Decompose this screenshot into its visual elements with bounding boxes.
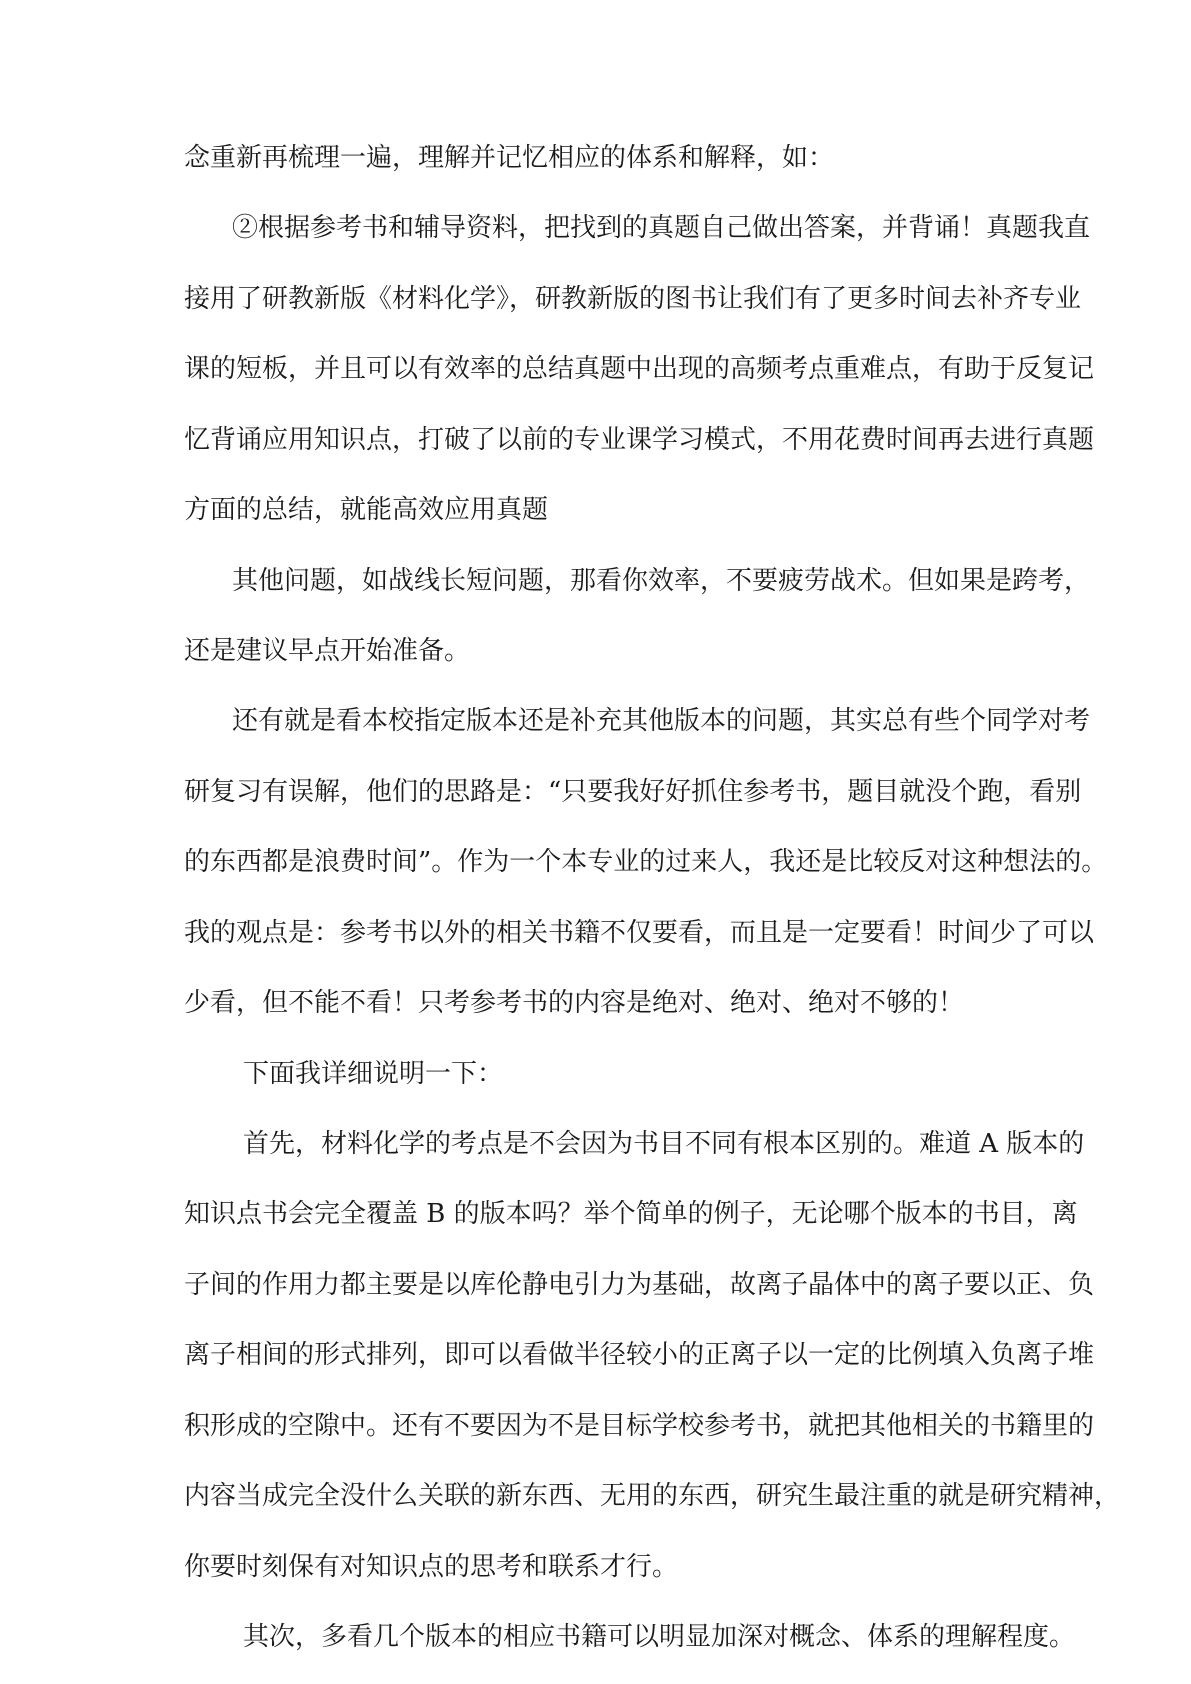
text-line: 积形成的空隙中。还有不要因为不是目标学校参考书，就把其他相关的书籍里的	[184, 1411, 1095, 1441]
text-line: 离子相间的形式排列，即可以看做半径较小的正离子以一定的比例填入负离子堆	[184, 1340, 1095, 1370]
text-line: ②根据参考书和辅导资料，把找到的真题自己做出答案，并背诵！真题我直	[232, 213, 1091, 243]
text-line: 知识点书会完全覆盖 B 的版本吗？举个简单的例子，无论哪个版本的书目，离	[184, 1199, 1078, 1229]
text-line: 研复习有误解，他们的思路是：“只要我好好抓住参考书，题目就没个跑，看别	[184, 777, 1082, 807]
text-line: 方面的总结，就能高效应用真题	[184, 495, 549, 525]
text-line: 下面我详细说明一下：	[243, 1059, 504, 1089]
text-line: 子间的作用力都主要是以库伦静电引力为基础，故离子晶体中的离子要以正、负	[184, 1270, 1095, 1300]
text-line: 其他问题，如战线长短问题，那看你效率，不要疲劳战术。但如果是跨考，	[232, 566, 1091, 596]
text-line: 的东西都是浪费时间”。作为一个本专业的过来人，我还是比较反对这种想法的。	[184, 847, 1108, 877]
text-line: 首先，材料化学的考点是不会因为书目不同有根本区别的。难道 A 版本的	[243, 1129, 1085, 1159]
text-line: 念重新再梳理一遍，理解并记忆相应的体系和解释，如：	[184, 143, 835, 173]
text-line: 你要时刻保有对知识点的思考和联系才行。	[184, 1552, 679, 1582]
text-line: 课的短板，并且可以有效率的总结真题中出现的高频考点重难点，有助于反复记	[184, 354, 1095, 384]
text-line: 还有就是看本校指定版本还是补充其他版本的问题，其实总有些个同学对考	[232, 706, 1091, 736]
text-line: 忆背诵应用知识点，打破了以前的专业课学习模式，不用花费时间再去进行真题	[184, 425, 1095, 455]
text-line: 还是建议早点开始准备。	[184, 636, 471, 666]
text-line: 少看，但不能不看！只考参考书的内容是绝对、绝对、绝对不够的！	[184, 988, 965, 1018]
text-line: 接用了研教新版《材料化学》，研教新版的图书让我们有了更多时间去补齐专业	[184, 284, 1082, 314]
text-line: 其次，多看几个版本的相应书籍可以明显加深对概念、体系的理解程度。	[243, 1622, 1076, 1652]
text-line: 我的观点是：参考书以外的相关书籍不仅要看，而且是一定要看！时间少了可以	[184, 918, 1095, 948]
text-line: 内容当成完全没什么关联的新东西、无用的东西，研究生最注重的就是研究精神，	[184, 1481, 1121, 1511]
